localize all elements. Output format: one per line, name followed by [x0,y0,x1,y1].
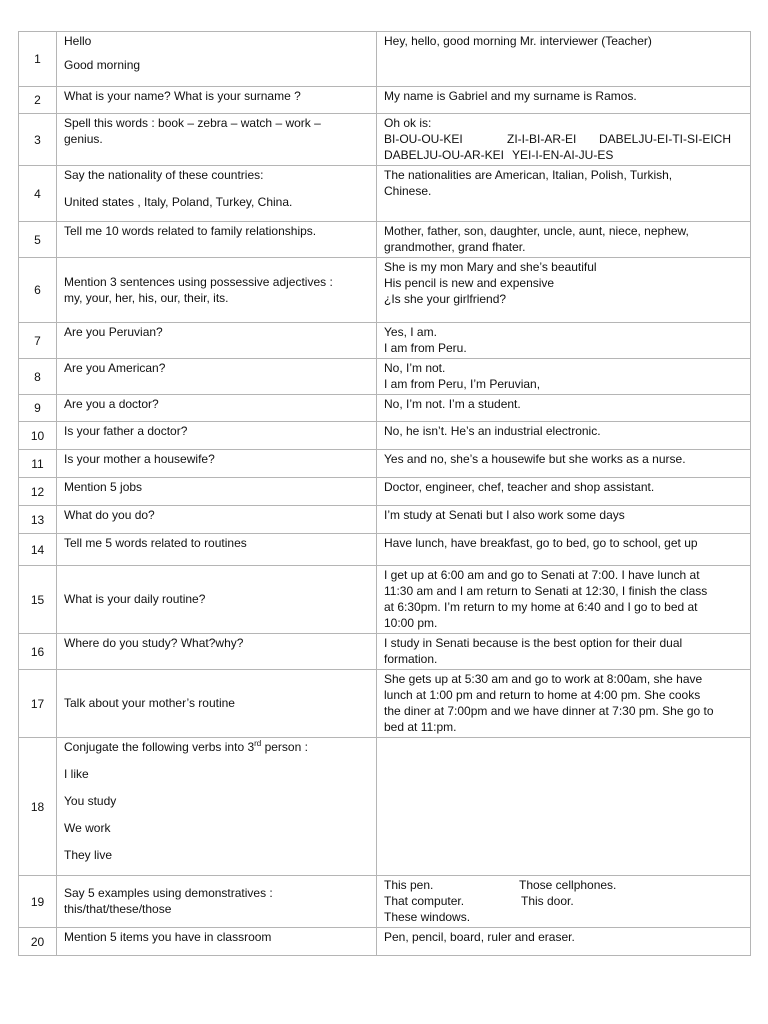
spelling-line [384,147,743,163]
table-row [19,634,751,670]
answer-line: Doctor, engineer, chef, teacher and shop assistant. [384,480,655,494]
demonstrative-line [384,877,743,893]
question-line: What is your name? What is your surname ? [64,89,301,103]
question-line: Say 5 examples using demonstratives : [64,886,273,900]
answer-cell [377,634,751,670]
table-row [19,534,751,566]
question-cell [57,166,377,222]
answer-line: No, I’m not. [384,361,446,375]
answer-line: bed at 11:pm. [384,720,457,734]
question-cell [57,87,377,114]
answer-line: My name is Gabriel and my surname is Ramos. [384,89,637,103]
question-line: Talk about your mother’s routine [64,696,235,710]
answer-line: Yes, I am. [384,325,437,339]
verb-item: They live [64,848,113,862]
table-row [19,114,751,166]
answer-cell [377,670,751,738]
table-row [19,566,751,634]
question-line: Say the nationality of these countries: [64,168,264,182]
answer-line: The nationalities are American, Italian, Polish, Turkish, [384,168,673,182]
answer-line: I am from Peru, I’m Peruvian, [384,377,541,391]
demonstrative: This door. [521,894,574,908]
row-number: 13 [19,506,57,534]
answer-line: His pencil is new and expensive [384,276,555,290]
question-cell [57,876,377,928]
row-number: 14 [19,534,57,566]
row-number: 9 [19,395,57,422]
question-line: Tell me 5 words related to routines [64,536,247,550]
table-row [19,450,751,478]
question-cell [57,258,377,323]
answer-line: No, I’m not. I’m a student. [384,397,521,411]
table-row [19,166,751,222]
answer-line: formation. [384,652,438,666]
table-row [19,323,751,359]
question-line: Mention 5 items you have in classroom [64,930,272,944]
question-cell [57,450,377,478]
question-cell [57,534,377,566]
answer-cell [377,359,751,395]
spelling: BI-OU-OU-KEI [384,132,463,146]
row-number: 12 [19,478,57,506]
answer-cell [377,534,751,566]
answer-line: Oh ok is: [384,116,432,130]
answer-cell [377,506,751,534]
question-cell [57,478,377,506]
question-cell [57,422,377,450]
question-line: Spell this words : book – zebra – watch – work – [64,116,321,130]
spelling: ZI-I-BI-AR-EI [507,132,577,146]
row-number: 20 [19,928,57,956]
row-number: 11 [19,450,57,478]
row-number: 10 [19,422,57,450]
question-line: What do you do? [64,508,155,522]
answer-cell [377,166,751,222]
question-line: United states , Italy, Poland, Turkey, China. [64,195,293,209]
question-cell [57,670,377,738]
demonstrative-line [384,909,743,925]
answer-line: at 6:30pm. I’m return to my home at 6:40 and I go to bed at [384,600,698,614]
interview-table [18,31,751,956]
spelling: DABELJU-EI-TI-SI-EICH [599,132,732,146]
row-number: 8 [19,359,57,395]
answer-line: Yes and no, she’s a housewife but she works as a nurse. [384,452,686,466]
ordinal-suffix: rd [254,739,262,748]
answer-line: I study in Senati because is the best option for their dual [384,636,683,650]
table-row [19,670,751,738]
table-row [19,478,751,506]
row-number: 17 [19,670,57,738]
verb-item: We work [64,821,111,835]
question-line: Where do you study? What?why? [64,636,244,650]
row-number: 1 [19,32,57,87]
answer-line: grandmother, grand fhater. [384,240,526,254]
question-line: Is your father a doctor? [64,424,188,438]
answer-line: Chinese. [384,184,432,198]
answer-line: Pen, pencil, board, ruler and eraser. [384,930,575,944]
answer-line: Have lunch, have breakfast, go to bed, go to school, get up [384,536,698,550]
question-line: genius. [64,132,103,146]
row-number: 2 [19,87,57,114]
answer-line: No, he isn’t. He’s an industrial electronic. [384,424,601,438]
table-row [19,738,751,876]
question-line: What is your daily routine? [64,592,206,606]
question-cell [57,32,377,87]
answer-line: I’m study at Senati but I also work some days [384,508,625,522]
question-line: Tell me 10 words related to family relationships. [64,224,317,238]
answer-line: lunch at 1:00 pm and return to home at 4:00 pm. She cooks [384,688,701,702]
table-row [19,359,751,395]
answer-cell [377,87,751,114]
table-row [19,32,751,87]
table-row [19,395,751,422]
row-number: 16 [19,634,57,670]
question-line: Is your mother a housewife? [64,452,215,466]
table-row [19,928,751,956]
row-number: 15 [19,566,57,634]
row-number: 3 [19,114,57,166]
answer-cell [377,928,751,956]
question-cell [57,506,377,534]
demonstrative: That computer. [384,894,465,908]
demonstrative-line [384,893,743,909]
question-line: Are you Peruvian? [64,325,163,339]
row-number: 7 [19,323,57,359]
question-line: Good morning [64,58,141,72]
verb-item: I like [64,767,89,781]
row-number: 4 [19,166,57,222]
answer-cell [377,222,751,258]
table-row [19,222,751,258]
answer-line: 10:00 pm. [384,616,438,630]
question-cell [57,359,377,395]
answer-cell [377,114,751,166]
question-line: Mention 3 sentences using possessive adjectives : [64,274,333,289]
question-cell [57,928,377,956]
spelling-line [384,131,743,147]
spelling: YEI-I-EN-AI-JU-ES [512,148,614,162]
demonstrative: This pen. [384,878,434,892]
question-line: Are you American? [64,361,166,375]
question-cell [57,738,377,876]
answer-cell [377,258,751,323]
demonstrative: Those cellphones. [519,878,617,892]
row-number: 6 [19,258,57,323]
question-line: Mention 5 jobs [64,480,143,494]
question-cell [57,114,377,166]
demonstrative: These windows. [384,910,471,924]
answer-line: I am from Peru. [384,341,467,355]
question-line: Are you a doctor? [64,397,159,411]
table-row [19,506,751,534]
question-cell [57,634,377,670]
answer-cell [377,876,751,928]
answer-cell [377,32,751,87]
answer-cell [377,395,751,422]
answer-line: 11:30 am and I am return to Senati at 12:30, I finish the class [384,584,708,598]
answer-cell-empty [377,738,751,876]
question-cell [57,323,377,359]
answer-line: the diner at 7:00pm and we have dinner at 7:30 pm. She go to [384,704,714,718]
answer-line: She gets up at 5:30 am and go to work at 8:00am, she have [384,672,703,686]
row-number: 19 [19,876,57,928]
question-cell [57,395,377,422]
question-line: my, your, her, his, our, their, its. [64,290,229,305]
table-row [19,876,751,928]
question-line: Hello [64,34,92,48]
spelling: DABELJU-OU-AR-KEI [384,148,505,162]
answer-line: Hey, hello, good morning Mr. interviewer (Teacher) [384,34,652,48]
answer-cell [377,450,751,478]
question-cell [57,566,377,634]
table-row [19,422,751,450]
answer-line: ¿Is she your girlfriend? [384,292,507,306]
verb-item: You study [64,794,117,808]
row-number: 5 [19,222,57,258]
answer-cell [377,566,751,634]
question-heading: Conjugate the following verbs into 3rd person : [64,739,308,754]
question-line: this/that/these/those [64,902,172,916]
answer-line: I get up at 6:00 am and go to Senati at 7:00. I have lunch at [384,568,700,582]
answer-cell [377,422,751,450]
answer-line: Mother, father, son, daughter, uncle, aunt, niece, nephew, [384,224,689,238]
answer-line: She is my mon Mary and she’s beautiful [384,260,597,274]
row-number: 18 [19,738,57,876]
answer-cell [377,323,751,359]
answer-cell [377,478,751,506]
table-row [19,258,751,323]
question-cell [57,222,377,258]
table-row [19,87,751,114]
